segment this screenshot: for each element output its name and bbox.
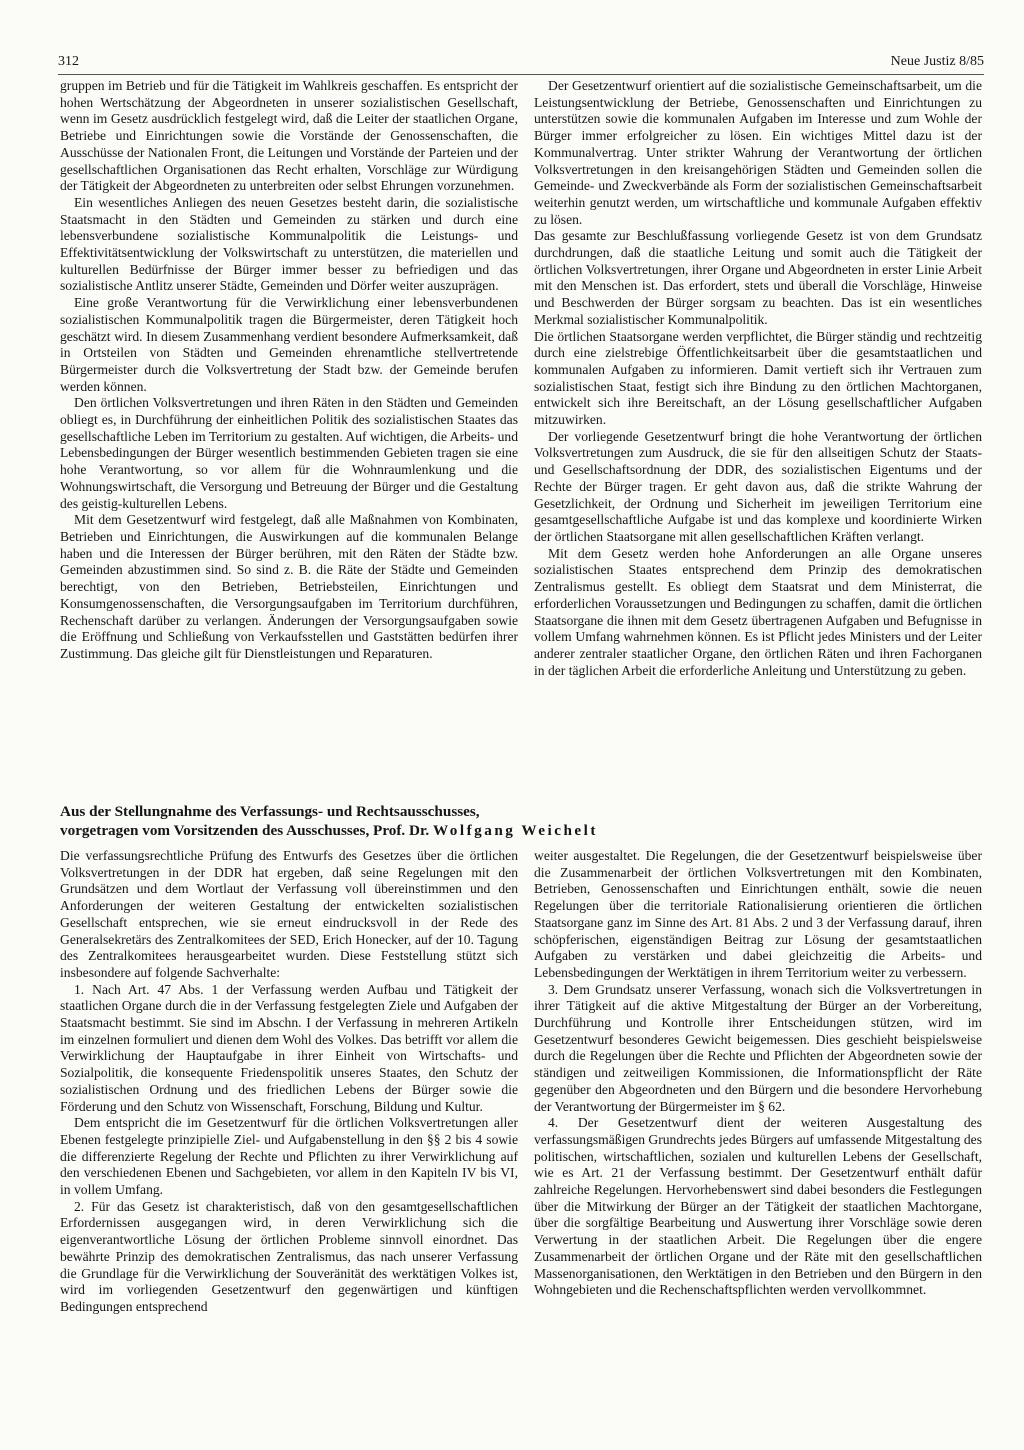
paragraph: 2. Für das Gesetz ist charakteristisch, daß von den gesamtgesellschaftlichen Erfordernissen ausgegangen wird, in deren Verwirklichung sich die eigenverantwortliche Lösung der örtlichen Probleme sinnvoll einordnet. Das bewährte Prinzip des demokratischen Zentralismus, das nach unserer Verfassung die Grundlage für die Verwirklichung der Souveränität des werktätigen Volkes ist, wird im vorliegenden Gesetzentwurf den gegenwärtigen und künftigen Bedingungen entsprechend xyxy=(60,1198,518,1314)
paragraph: 3. Dem Grundsatz unserer Verfassung, wonach sich die Volksvertretungen in ihrer Tätigkeit auf die aktive Mitgestaltung der Bürger an der Vorbereitung, Durchführung und Kontrolle ihrer Entscheidungen stützen, wird im Gesetzentwurf besonderes Gewicht beigemessen. Dies geschieht beispielsweise durch die Regelungen über die Rechte und Pflichten der Abgeordneten sowie der ständigen und zeitweiligen Kommissionen, die Informationspflicht der Räte gegenüber den Abgeordneten und den Bürgern und die besondere Hervorhebung der Verantwortung der Bürgermeister im § 62. xyxy=(534,981,982,1114)
paragraph: Den örtlichen Volksvertretungen und ihren Räten in den Städten und Gemeinden obliegt es, in Durchführung der einheitlichen Politik des sozialistischen Staates das gesellschaftliche Leben im Territorium zu gestalten. Auf wichtigen, die Arbeits- und Lebensbedingungen der Bürger wesentlich bestimmenden Gebieten tragen sie eine hohe Verantwortung, so vor allem für die Wohnraumlenkung und die Wohnungswirtschaft, die Versorgung und Betreuung der Bürger und die Gestaltung des geistig-kulturellen Lebens. xyxy=(60,395,518,511)
column-right-bottom xyxy=(534,848,982,1394)
section-heading-line-1: Aus der Stellungnahme des Verfassungs- und Rechtsausschusses, xyxy=(60,803,480,820)
paragraph: weiter ausgestaltet. Die Regelungen, die der Gesetzentwurf beispielsweise über die Zusammenarbeit der örtlichen Volksvertretungen mit den Kombinaten, Betrieben, Genossenschaften und Einrichtungen enthält, sowie die neuen Regelungen über die territoriale Rationalisierung orientieren die örtlichen Staatsorgane ganz im Sinne des Art. 81 Abs. 2 und 3 der Verfassung darauf, ihren schöpferischen, eigenständigen Beitrag zur Lösung der gesamtstaatlichen Aufgaben zu verstärken und dabei gleichzeitig die Arbeits- und Lebensbedingungen der Werktätigen in ihrem Territorium weiter zu verbessern. xyxy=(534,848,982,980)
paragraph: 4. Der Gesetzentwurf dient der weiteren Ausgestaltung des verfassungsmäßigen Grundrechts jedes Bürgers auf umfassende Mitgestaltung des politischen, wirtschaftlichen, sozialen und kulturellen Lebens der Gesellschaft, wie es Art. 21 der Verfassung bestimmt. Der Gesetzentwurf enthält dafür zahlreiche Regelungen. Hervorhebenswert sind dabei besonders die Festlegungen über die Mitwirkung der Bürger an der Tätigkeit der staatlichen Machtorgane, über die sorgfältige Bearbeitung und Auswertung ihrer Vorschläge sowie deren Verwertung in der staatlichen Arbeit. Die Regelungen über die engere Zusammenarbeit der örtlichen Organe und der Räte mit den gesellschaftlichen Massenorganisationen, den Werktätigen in den Betrieben und den Bürgern in den Wohngebieten und die Rechenschaftspflichten werden vervollkommnet. xyxy=(534,1115,982,1298)
column-left-bottom xyxy=(60,848,518,1394)
paragraph: Die verfassungsrechtliche Prüfung des Entwurfs des Gesetzes über die örtlichen Volksvertretungen in der DDR hat ergeben, daß seine Regelungen mit den Grundsätzen und dem Wortlaut der Verfassung voll übereinstimmen und den Anforderungen der weiteren Gestaltung der entwickelten sozialistischen Gesellschaft entsprechen, wie sie erneut eindrucksvoll in der Rede des Generalsekretärs des Zentralkomitees der SED, Erich Honecker, auf der 10. Tagung des Zentralkomitees herausgearbeitet wurden. Diese Feststellung stützt sich insbesondere auf folgende Sachverhalte: xyxy=(60,848,518,980)
paragraph: Der vorliegende Gesetzentwurf bringt die hohe Verantwortung der örtlichen Volksvertretungen zum Ausdruck, die sie für den allseitigen Schutz der Staats- und Gesellschaftsordnung der DDR, des sozialistischen Eigentums und der Rechte der Bürger tragen. Er geht davon aus, daß die strikte Wahrung der Gesetzlichkeit, der Ordnung und Sicherheit im jeweiligen Territorium eine gesamtgesellschaftliche Aufgabe ist und das komplexe und koordinierte Wirken der örtlichen Staatsorgane mit allen gesellschaftlichen Kräften verlangt. xyxy=(534,428,982,544)
speaker-name: Wolfgang Weichelt xyxy=(432,822,598,839)
journal-issue: Neue Justiz 8/85 xyxy=(890,54,984,69)
paragraph: Das gesamte zur Beschlußfassung vorliegende Gesetz ist von dem Grundsatz durchdrungen, daß die staatliche Leitung und somit auch die Tätigkeit der örtlichen Volksvertretungen, ihrer Organe und Abgeordneten in erster Linie Arbeit mit den Menschen ist. Das erfordert, stets und überall die Vorschläge, Hinweise und Beschwerden der Bürger sorgsam zu beachten. Das ist ein wesentliches Merkmal sozialistischer Kommunalpolitik. xyxy=(534,228,982,327)
section-heading xyxy=(60,802,990,840)
paragraph: Der Gesetzentwurf orientiert auf die sozialistische Gemeinschaftsarbeit, um die Leistungsentwicklung der Betriebe, Genossenschaften und Einrichtungen zu unterstützen sowie die kommunalen Aufgaben im Interesse und zum Wohle der Bürger immer erfolgreicher zu lösen. Ein wichtiges Mittel dazu ist der Kommunalvertrag. Unter strikter Wahrung der Verantwortung der örtlichen Volksvertretungen in den kreisangehörigen Städten und Gemeinden sollen die Gemeinde- und Zweckverbände als Form der sozialistischen Gemeinschaftsarbeit weiterhin genutzt werden, um wirtschaftliche und kommunale Aufgaben effektiv zu lösen. xyxy=(534,78,982,227)
paragraph: Mit dem Gesetz werden hohe Anforderungen an alle Organe unseres sozialistischen Staates entsprechend dem Prinzip des demokratischen Zentralismus gestellt. Es obliegt dem Staatsrat und dem Ministerrat, die erforderlichen Voraussetzungen und Bedingungen zu schaffen, damit die örtlichen Staatsorgane die ihnen mit dem Gesetz übertragenen Aufgaben und Befugnisse in vollem Umfang wahrnehmen können. Es ist Pflicht jedes Ministers und der Leiter anderer zentraler staatlicher Organe, den örtlichen Räten und ihren Fachorganen in der täglichen Arbeit die erforderliche Anleitung und Unterstützung zu geben. xyxy=(534,545,982,678)
page-number: 312 xyxy=(58,54,79,69)
column-left-top xyxy=(60,78,518,796)
column-right-top xyxy=(534,78,982,796)
paragraph: Die örtlichen Staatsorgane werden verpflichtet, die Bürger ständig und rechtzeitig durch eine zielstrebige Öffentlichkeitsarbeit über die gesamtstaatlichen und kommunalen Aufgaben zu informieren. Damit vertieft sich ihr Vertrauen zum sozialistischen Staat, festigt sich ihre Bindung zu den örtlichen Machtorganen, entwickelt sich ihre Bereitschaft, an der Lösung gesellschaftlicher Aufgaben mitzuwirken. xyxy=(534,328,982,428)
section-heading-line-2 xyxy=(60,821,990,840)
paragraph: Ein wesentliches Anliegen des neuen Gesetzes besteht darin, die sozialistische Staatsmacht in den Städten und Gemeinden zu stärken und durch eine lebensverbundene sozialistische Kommunalpolitik die Leistungs- und Effektivitätsentwicklung der Volkswirtschaft zu unterstützen, die materiellen und kulturellen Bedürfnisse der Bürger immer besser zu befriedigen und das sozialistische Antlitz unserer Städte, Gemeinden und Dörfer weiter auszuprägen. xyxy=(60,194,518,294)
paragraph: gruppen im Betrieb und für die Tätigkeit im Wahlkreis geschaffen. Es entspricht der hohen Wertschätzung der Abgeordneten in unserer sozialistischen Gesellschaft, wenn im Gesetz ausdrücklich festgelegt wird, daß die Leiter der staatlichen Organe, Betriebe und Einrichtungen sowie die Vorstände der Genossenschaften, die Ausschüsse der Nationalen Front, die Leitungen und Vorstände der Parteien und der gesellschaftlichen Organisationen das Recht erhalten, Vorschläge zur Würdigung der Tätigkeit der Abgeordneten zu unterbreiten oder selbst Ehrungen vorzunehmen. xyxy=(60,78,518,194)
paragraph: Eine große Verantwortung für die Verwirklichung einer lebensverbundenen sozialistischen Kommunalpolitik tragen die Bürgermeister, deren Tätigkeit hoch geschätzt wird. In diesem Zusammenhang verdient besondere Aufmerksamkeit, daß in Ortsteilen von Städten und Gemeinden ehrenamtliche stellvertretende Bürgermeister durch die Volksvertretung der Stadt bzw. der Gemeinde berufen werden können. xyxy=(60,295,518,394)
paragraph: Mit dem Gesetzentwurf wird festgelegt, daß alle Maßnahmen von Kombinaten, Betrieben und Einrichtungen, die Auswirkungen auf die kommunalen Belange haben und die Interessen der Bürger berühren, mit den Räten der Städte bzw. Gemeinden abzustimmen sind. So sind z. B. die Räte der Städte und Gemeinden berechtigt, von den Betrieben, Betriebsteilen, Einrichtungen und Konsumgenossenschaften, die Versorgungsaufgaben im Territorium durchführen, Rechenschaft darüber zu verlangen. Änderungen der Versorgungsaufgaben sowie die Eröffnung und Schließung von Verkaufsstellen und Gaststätten bedürfen ihrer Zustimmung. Das gleiche gilt für Dienstleistungen und Reparaturen. xyxy=(60,512,518,661)
paragraph: 1. Nach Art. 47 Abs. 1 der Verfassung werden Aufbau und Tätigkeit der staatlichen Organe durch die in der Verfassung festgelegten Ziele und Aufgaben der Staatsmacht bestimmt. Sie sind im Abschn. I der Verfassung in mehreren Artikeln im einzelnen formuliert und dienen dem Wohl des Volkes. Das betrifft vor allem die Verwirklichung der Hauptaufgabe in ihrer Einheit von Wirtschafts- und Sozialpolitik, die konsequente Friedenspolitik unseres Staates, den Schutz der sozialistischen Ordnung und des friedlichen Lebens der Bürger sowie die Förderung und den Schutz von Wissenschaft, Forschung, Bildung und Kultur. xyxy=(60,981,518,1114)
section-heading-text: vorgetragen vom Vorsitzenden des Ausschusses, Prof. Dr. xyxy=(60,822,430,839)
paragraph: Dem entspricht die im Gesetzentwurf für die örtlichen Volksvertretungen aller Ebenen festgelegte prinzipielle Ziel- und Aufgabenstellung in den §§ 2 bis 4 sowie die differenzierte Regelung der Rechte und Pflichten zu ihrer Verwirklichung auf den verschiedenen Ebenen und Sachgebieten, vor allem in den Kapiteln IV bis VI, in vollem Umfang. xyxy=(60,1115,518,1198)
page-header xyxy=(58,52,984,75)
